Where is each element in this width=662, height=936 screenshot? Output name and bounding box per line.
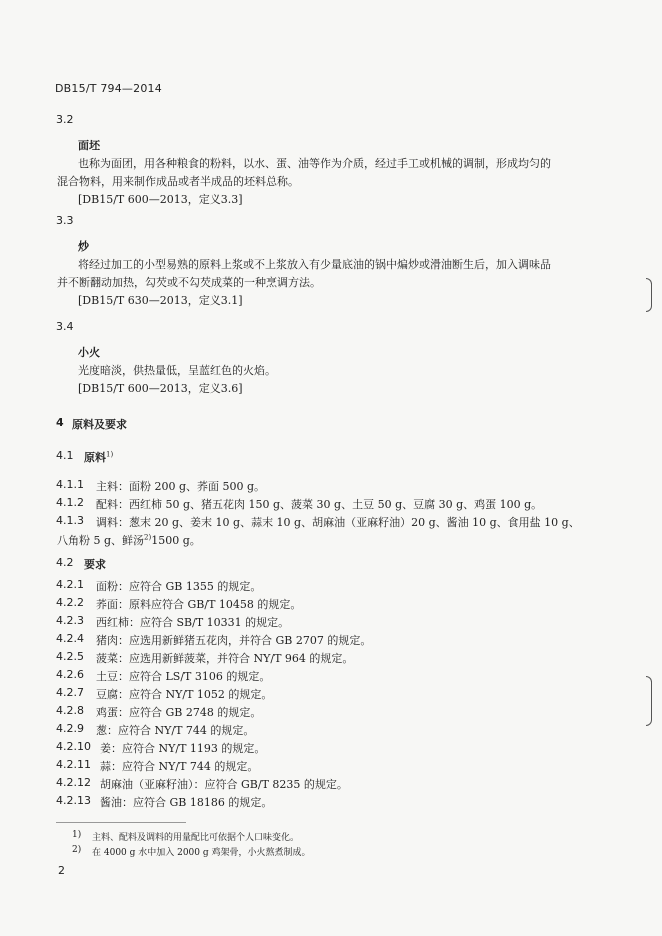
footnote-separator [56, 822, 186, 823]
item-number: 4.2.2 [56, 596, 84, 609]
section-title-text: 原料 [84, 451, 106, 464]
item-number: 4.2.10 [56, 740, 91, 753]
section-number: 4.2 [56, 556, 74, 569]
item-number: 4.1.3 [56, 514, 84, 527]
definition-line: 光度暗淡，供热量低，呈蓝红色的火焰。 [78, 364, 276, 377]
item-text: 胡麻油（亚麻籽油）：应符合 GB/T 8235 的规定。 [100, 778, 348, 791]
item-text-continued [57, 532, 201, 548]
item-text: 菠菜：应选用新鲜菠菜，并符合 NY/T 964 的规定。 [96, 652, 354, 665]
item-number: 4.2.9 [56, 722, 84, 735]
item-text: 蒜：应符合 NY/T 744 的规定。 [100, 760, 259, 773]
definition-line: 并不断翻动加热，勾芡或不勾芡成菜的一种烹调方法。 [57, 276, 321, 289]
item-text: 荞面：原料应符合 GB/T 10458 的规定。 [96, 598, 302, 611]
term: 面坯 [78, 139, 100, 152]
item-text: 姜：应符合 NY/T 1193 的规定。 [100, 742, 266, 755]
item-text: 鸡蛋：应符合 GB 2748 的规定。 [96, 706, 262, 719]
item-number: 4.2.6 [56, 668, 84, 681]
section-number: 3.3 [56, 214, 74, 227]
footnote-text: 在 4000 g 水中加入 2000 g 鸡架骨，小火熬煮制成。 [92, 848, 311, 858]
footnote-text: 主料、配料及调料的用量配比可依据个人口味变化。 [92, 833, 300, 843]
reference: [DB15/T 600—2013，定义3.3] [78, 193, 243, 206]
term: 炒 [78, 240, 89, 253]
footnote-number: 2) [72, 845, 82, 855]
scan-margin-mark [646, 278, 652, 312]
section-number: 3.2 [56, 113, 74, 126]
definition-line: 也称为面团，用各种粮食的粉料，以水、蛋、油等作为介质，经过手工或机械的调制，形成均匀的 [78, 157, 551, 170]
footnote-ref: 2) [144, 533, 152, 542]
item-text: 配料：西红柿 50 g、猪五花肉 150 g、菠菜 30 g、土豆 50 g、豆腐 30 g、鸡蛋 100 g。 [96, 498, 543, 511]
section-title: 要求 [84, 558, 106, 571]
item-number: 4.2.1 [56, 578, 84, 591]
item-number: 4.1.2 [56, 496, 84, 509]
definition-line: 混合物料，用来制作成品或者半成品的坯料总称。 [57, 175, 299, 188]
item-text: 土豆：应符合 LS/T 3106 的规定。 [96, 670, 271, 683]
footnote-number: 1) [72, 830, 82, 840]
item-number: 4.1.1 [56, 478, 84, 491]
reference: [DB15/T 630—2013，定义3.1] [78, 294, 243, 307]
term: 小火 [78, 346, 100, 359]
document-id: DB15/T 794—2014 [55, 82, 162, 95]
page-number: 2 [58, 864, 65, 877]
item-number: 4.2.5 [56, 650, 84, 663]
reference: [DB15/T 600—2013，定义3.6] [78, 382, 243, 395]
item-number: 4.2.3 [56, 614, 84, 627]
item-text: 葱：应符合 NY/T 744 的规定。 [96, 724, 255, 737]
item-text: 面粉：应符合 GB 1355 的规定。 [96, 580, 262, 593]
section-number: 4.1 [56, 449, 74, 462]
definition-line: 将经过加工的小型易熟的原料上浆或不上浆放入有少量底油的锅中煸炒或滑油断生后，加入调味品 [78, 258, 551, 271]
item-number: 4.2.12 [56, 776, 91, 789]
chapter-number: 4 [56, 416, 64, 429]
continuation-end: 1500 g。 [151, 534, 201, 547]
item-text: 酱油：应符合 GB 18186 的规定。 [100, 796, 273, 809]
section-number: 3.4 [56, 320, 74, 333]
item-text: 西红柿：应符合 SB/T 10331 的规定。 [96, 616, 290, 629]
continuation-text: 八角粉 5 g、鲜汤 [57, 534, 145, 547]
footnote-ref: 1) [106, 450, 114, 459]
item-text: 调料：葱末 20 g、姜末 10 g、蒜末 10 g、胡麻油（亚麻籽油）20 g、酱油 10 g、食用盐 10 g、 [96, 516, 580, 529]
item-number: 4.2.13 [56, 794, 91, 807]
item-number: 4.2.11 [56, 758, 91, 771]
scan-margin-mark [646, 676, 652, 726]
item-number: 4.2.7 [56, 686, 84, 699]
item-text: 猪肉：应选用新鲜猪五花肉，并符合 GB 2707 的规定。 [96, 634, 372, 647]
item-number: 4.2.8 [56, 704, 84, 717]
item-text: 豆腐：应符合 NY/T 1052 的规定。 [96, 688, 273, 701]
item-number: 4.2.4 [56, 632, 84, 645]
section-title [84, 449, 113, 465]
chapter-title: 原料及要求 [72, 418, 127, 431]
item-text: 主料：面粉 200 g、荞面 500 g。 [96, 480, 266, 493]
